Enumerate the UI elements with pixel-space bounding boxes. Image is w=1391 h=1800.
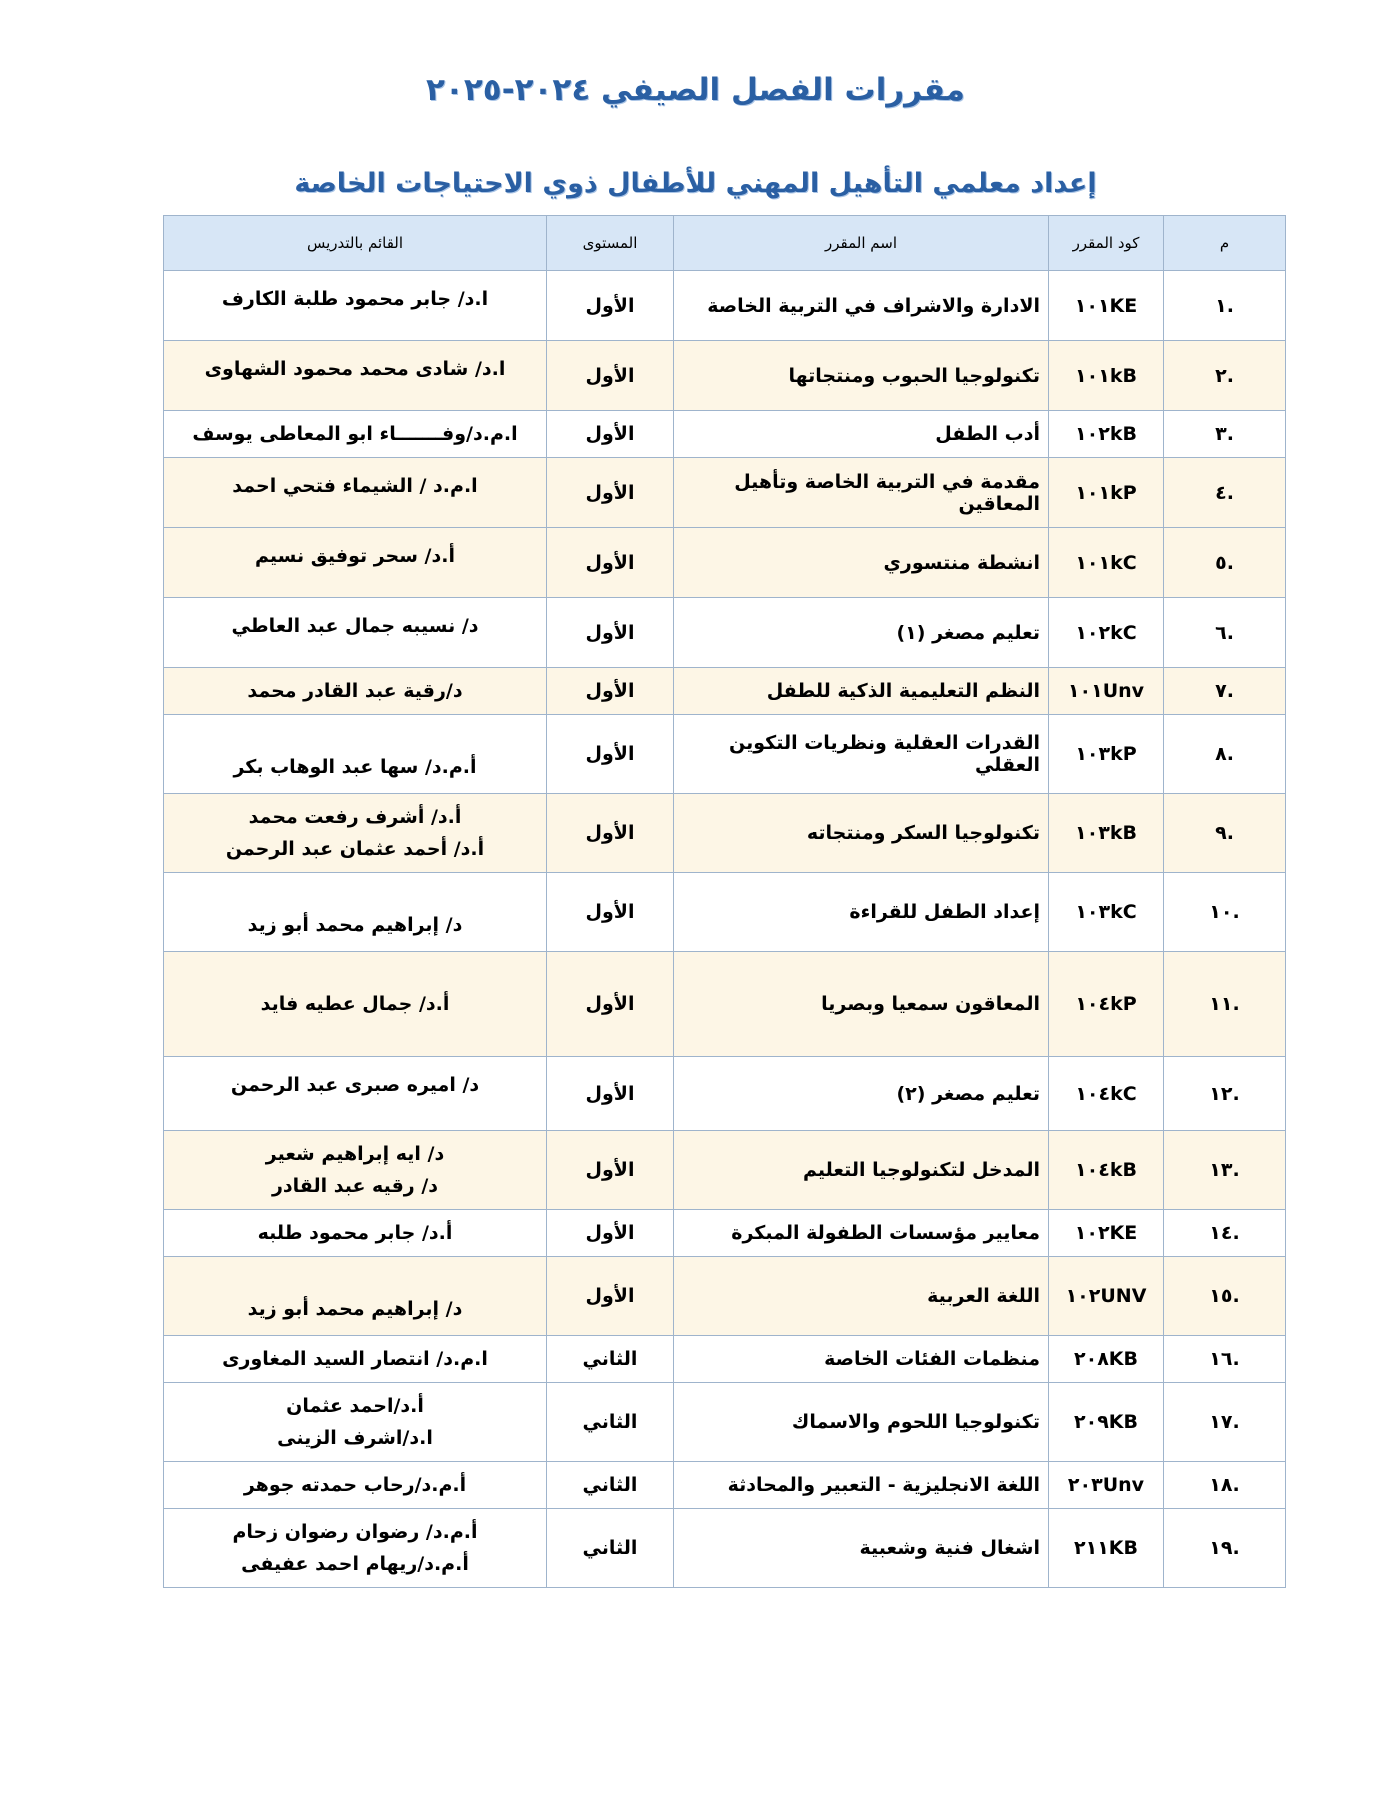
instructor-name: أ.د/ سحر توفيق نسيم	[255, 545, 455, 567]
course-level: الثاني	[547, 1383, 674, 1462]
course-name: اللغة العربية	[674, 1257, 1049, 1336]
instructor-name: د/ إبراهيم محمد أبو زيد	[247, 1298, 463, 1320]
course-name: الادارة والاشراف في التربية الخاصة	[674, 271, 1049, 341]
instructor-name: أ.د/ جمال عطيه فايد	[260, 993, 450, 1015]
instructor-name: د/ رقيه عبد القادر	[271, 1175, 439, 1197]
course-level: الأول	[547, 952, 674, 1057]
course-instructors	[164, 528, 547, 598]
course-code: ٢٠٨KB	[1049, 1336, 1164, 1383]
table-row	[164, 794, 1286, 873]
instructor-name: أ.د/ جابر محمود طلبه	[257, 1222, 453, 1244]
table-row	[164, 873, 1286, 952]
course-code: ٢٠٩KB	[1049, 1383, 1164, 1462]
table-row	[164, 715, 1286, 794]
course-number: .٢	[1164, 341, 1286, 411]
header-num: م	[1164, 216, 1286, 271]
instructor-name: د/ ايه إبراهيم شعير	[265, 1143, 445, 1165]
course-code: ١٠٤kB	[1049, 1131, 1164, 1210]
table-row	[164, 1462, 1286, 1509]
instructor-name: ا.م.د / الشيماء فتحي احمد	[232, 475, 478, 497]
course-code: ١٠٢kC	[1049, 598, 1164, 668]
course-level: الأول	[547, 598, 674, 668]
course-name: مقدمة في التربية الخاصة وتأهيل المعاقين	[674, 458, 1049, 528]
course-name: منظمات الفئات الخاصة	[674, 1336, 1049, 1383]
course-code: ١٠٢KE	[1049, 1210, 1164, 1257]
header-name: اسم المقرر	[674, 216, 1049, 271]
instructor-name: د/ اميره صبرى عبد الرحمن	[230, 1074, 480, 1096]
course-name: القدرات العقلية ونظريات التكوين العقلي	[674, 715, 1049, 794]
course-instructors	[164, 794, 547, 873]
page-title: مقررات الفصل الصيفي ٢٠٢٤-٢٠٢٥	[426, 72, 965, 108]
course-number: .١٥	[1164, 1257, 1286, 1336]
course-instructors	[164, 341, 547, 411]
page-subtitle: إعداد معلمي التأهيل المهني للأطفال ذوي الاحتياجات الخاصة	[294, 168, 1097, 199]
course-level: الأول	[547, 411, 674, 458]
instructor-name: أ.م.د/ريهام احمد عفيفى	[241, 1553, 469, 1575]
course-number: .١٦	[1164, 1336, 1286, 1383]
course-level: الأول	[547, 1257, 674, 1336]
course-number: .٤	[1164, 458, 1286, 528]
course-instructors	[164, 1383, 547, 1462]
course-instructors	[164, 873, 547, 952]
instructor-name: ا.د/ جابر محمود طلبة الكارف	[221, 288, 489, 310]
course-code: ٢٠٣Unv	[1049, 1462, 1164, 1509]
course-level: الأول	[547, 341, 674, 411]
course-instructors	[164, 952, 547, 1057]
instructor-name: د/ نسيبه جمال عبد العاطي	[231, 615, 479, 637]
table-row	[164, 411, 1286, 458]
course-number: .٨	[1164, 715, 1286, 794]
instructor-name: أ.م.د/رحاب حمدته جوهر	[243, 1474, 467, 1496]
course-level: الأول	[547, 1057, 674, 1131]
course-name: أدب الطفل	[674, 411, 1049, 458]
course-code: ١٠٣kC	[1049, 873, 1164, 952]
course-number: .١١	[1164, 952, 1286, 1057]
course-instructors	[164, 1257, 547, 1336]
course-code: ١٠٢kB	[1049, 411, 1164, 458]
course-level: الأول	[547, 1210, 674, 1257]
course-name: تكنولوجيا السكر ومنتجاته	[674, 794, 1049, 873]
table-row	[164, 528, 1286, 598]
course-instructors	[164, 271, 547, 341]
course-level: الأول	[547, 668, 674, 715]
instructor-name: أ.د/ أحمد عثمان عبد الرحمن	[225, 838, 485, 860]
course-number: .٩	[1164, 794, 1286, 873]
table-header-row	[164, 216, 1286, 271]
course-number: .١٧	[1164, 1383, 1286, 1462]
course-level: الأول	[547, 794, 674, 873]
table-row	[164, 1509, 1286, 1588]
course-code: ١٠١kB	[1049, 341, 1164, 411]
instructor-name: د/ إبراهيم محمد أبو زيد	[247, 914, 463, 936]
header-level: المستوى	[547, 216, 674, 271]
course-code: ١٠١kC	[1049, 528, 1164, 598]
course-instructors	[164, 668, 547, 715]
table-row	[164, 1057, 1286, 1131]
table-row	[164, 1210, 1286, 1257]
course-name: تعليم مصغر (٢)	[674, 1057, 1049, 1131]
course-level: الثاني	[547, 1336, 674, 1383]
course-instructors	[164, 411, 547, 458]
course-number: .٥	[1164, 528, 1286, 598]
header-code: كود المقرر	[1049, 216, 1164, 271]
instructor-name: أ.م.د/ سها عبد الوهاب بكر	[233, 756, 477, 778]
header-instructor: القائم بالتدريس	[164, 216, 547, 271]
table-row	[164, 341, 1286, 411]
course-name: تعليم مصغر (١)	[674, 598, 1049, 668]
table-row	[164, 1336, 1286, 1383]
course-number: .١٤	[1164, 1210, 1286, 1257]
course-name: المعاقون سمعيا وبصريا	[674, 952, 1049, 1057]
instructor-name: أ.د/ أشرف رفعت محمد	[248, 806, 462, 828]
course-instructors	[164, 1210, 547, 1257]
instructor-name: ا.د/اشرف الزينى	[277, 1427, 433, 1449]
course-instructors	[164, 598, 547, 668]
course-code: ٢١١KB	[1049, 1509, 1164, 1588]
course-name: النظم التعليمية الذكية للطفل	[674, 668, 1049, 715]
course-name: معايير مؤسسات الطفولة المبكرة	[674, 1210, 1049, 1257]
instructor-name: أ.د/احمد عثمان	[286, 1395, 424, 1417]
course-level: الأول	[547, 873, 674, 952]
course-code: ١٠٣kP	[1049, 715, 1164, 794]
course-instructors	[164, 1336, 547, 1383]
instructor-name: ا.م.د/ انتصار السيد المغاورى	[222, 1348, 488, 1370]
course-code: ١٠٣kB	[1049, 794, 1164, 873]
course-code: ١٠١kP	[1049, 458, 1164, 528]
course-number: .١٨	[1164, 1462, 1286, 1509]
course-number: .١٩	[1164, 1509, 1286, 1588]
course-instructors	[164, 458, 547, 528]
course-number: .٦	[1164, 598, 1286, 668]
course-name: تكنولوجيا الحبوب ومنتجاتها	[674, 341, 1049, 411]
table-row	[164, 1131, 1286, 1210]
course-number: .١	[1164, 271, 1286, 341]
table-row	[164, 598, 1286, 668]
course-level: الثاني	[547, 1462, 674, 1509]
table-row	[164, 668, 1286, 715]
course-name: اشغال فنية وشعبية	[674, 1509, 1049, 1588]
courses-table	[163, 215, 1286, 1588]
course-level: الأول	[547, 715, 674, 794]
course-instructors	[164, 1131, 547, 1210]
instructor-name: أ.م.د/ رضوان رضوان زحام	[232, 1521, 478, 1543]
course-level: الأول	[547, 528, 674, 598]
course-name: اللغة الانجليزية - التعبير والمحادثة	[674, 1462, 1049, 1509]
course-number: .١٠	[1164, 873, 1286, 952]
instructor-name: د/رقية عبد القادر محمد	[247, 680, 463, 702]
course-name: إعداد الطفل للقراءة	[674, 873, 1049, 952]
course-level: الأول	[547, 458, 674, 528]
course-code: ١٠٢UNV	[1049, 1257, 1164, 1336]
course-level: الأول	[547, 1131, 674, 1210]
course-number: .٧	[1164, 668, 1286, 715]
table-row	[164, 952, 1286, 1057]
instructor-name: ا.د/ شادى محمد محمود الشهاوى	[204, 358, 506, 380]
course-number: .٣	[1164, 411, 1286, 458]
course-name: المدخل لتكنولوجيا التعليم	[674, 1131, 1049, 1210]
course-code: ١٠٤kP	[1049, 952, 1164, 1057]
course-instructors	[164, 715, 547, 794]
course-instructors	[164, 1057, 547, 1131]
table-row	[164, 458, 1286, 528]
course-code: ١٠١KE	[1049, 271, 1164, 341]
course-level: الأول	[547, 271, 674, 341]
course-code: ١٠٤kC	[1049, 1057, 1164, 1131]
course-instructors	[164, 1462, 547, 1509]
table-row	[164, 1383, 1286, 1462]
course-level: الثاني	[547, 1509, 674, 1588]
course-number: .١٢	[1164, 1057, 1286, 1131]
table-row	[164, 1257, 1286, 1336]
course-name: انشطة منتسوري	[674, 528, 1049, 598]
course-name: تكنولوجيا اللحوم والاسماك	[674, 1383, 1049, 1462]
course-number: .١٣	[1164, 1131, 1286, 1210]
instructor-name: ا.م.د/وفـــــــاء ابو المعاطى يوسف	[192, 423, 518, 445]
table-row	[164, 271, 1286, 341]
course-instructors	[164, 1509, 547, 1588]
course-code: ١٠١Unv	[1049, 668, 1164, 715]
